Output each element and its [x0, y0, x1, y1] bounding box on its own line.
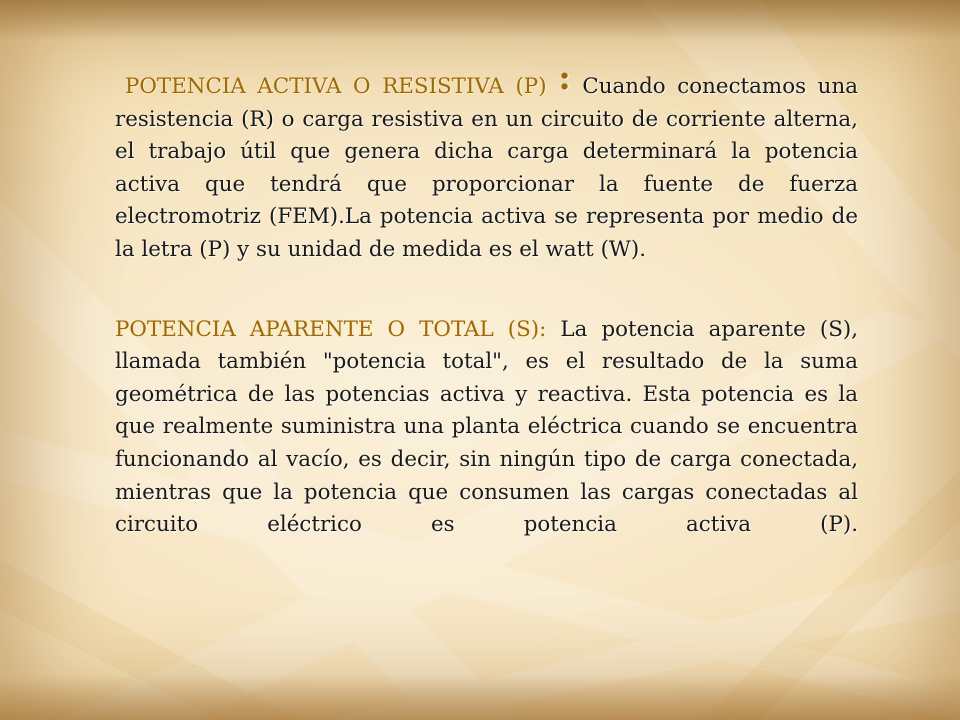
bottom-shade — [0, 675, 960, 720]
paragraph-potencia-activa — [115, 58, 858, 267]
heading-potencia-aparente: POTENCIA APARENTE O TOTAL (S): — [115, 316, 547, 342]
body-potencia-activa: Cuando conectamos una resistencia (R) o carga resistiva en un circuito de corriente alterna, el trabajo útil que genera dicha carga determinará la potencia activa que tendrá que proporcionar la fuente de fuerza electromotriz (FEM).La potencia activa se representa por medio de la letra (P) y su unidad de medida es el watt (W). — [115, 74, 858, 262]
heading-colon: : — [558, 58, 571, 98]
paragraph-potencia-aparente — [115, 314, 858, 575]
body-potencia-aparente: La potencia aparente (S), llamada también "potencia total", es el resultado de la suma geométrica de las potencias activa y reactiva. Esta potencia es la que realmente suministra una planta eléctrica cuando se encuentra funcionando al vacío, es decir, sin ningún tipo de carga conectada, mientras que la potencia que consumen las cargas conectadas al circuito eléctrico es potencia activa (P). — [115, 316, 859, 538]
heading-potencia-activa: POTENCIA ACTIVA O RESISTIVA (P) — [125, 74, 547, 99]
top-shade — [0, 0, 960, 40]
slide-content — [115, 58, 859, 574]
